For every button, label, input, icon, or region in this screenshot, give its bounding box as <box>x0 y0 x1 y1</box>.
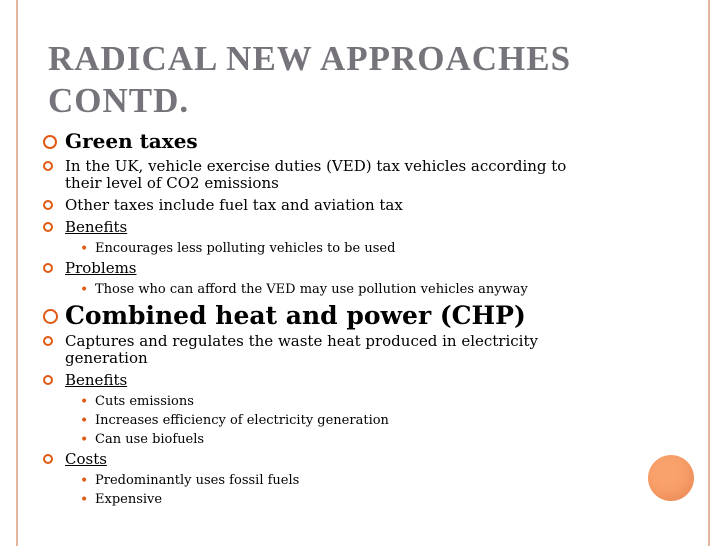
bullet-green-taxes <box>40 129 600 153</box>
benefits-label-1: Benefits <box>65 218 128 236</box>
slide-title: RADICAL NEW APPROACHES CONTD. <box>48 39 572 120</box>
ring-bullet-icon <box>43 161 53 171</box>
dot-bullet-icon: • <box>80 394 89 410</box>
sub-bullet-expensive <box>40 492 600 507</box>
benefit-1-text: Encourages less polluting vehicles to be used <box>95 241 396 256</box>
dot-bullet-icon: • <box>80 241 89 257</box>
sub-bullet-problem <box>40 282 600 297</box>
ring-bullet-icon <box>43 135 57 149</box>
decorative-circle <box>648 455 694 501</box>
dot-bullet-icon: • <box>80 432 89 448</box>
ring-bullet-icon <box>43 309 58 324</box>
ved-text: In the UK, vehicle exercise duties (VED) tax vehicles according to their level of CO2 emissions <box>65 157 567 192</box>
bullet-benefits-1 <box>40 219 600 236</box>
bullet-chp <box>40 301 600 331</box>
ring-bullet-icon <box>43 375 53 385</box>
benefit-2-0-text: Cuts emissions <box>95 394 194 409</box>
bullet-ved <box>40 158 600 192</box>
sub-bullet-cuts-emissions <box>40 394 600 409</box>
ring-bullet-icon <box>43 200 53 210</box>
bullet-problems <box>40 260 600 277</box>
bullet-benefits-2 <box>40 372 600 389</box>
sub-bullet-fossil <box>40 473 600 488</box>
ring-bullet-icon <box>43 454 53 464</box>
benefit-2-2-text: Can use biofuels <box>95 432 205 447</box>
chp-heading: Combined heat and power (CHP) <box>65 301 526 330</box>
dot-bullet-icon: • <box>80 413 89 429</box>
green-taxes-heading: Green taxes <box>65 129 198 153</box>
bullet-captures <box>40 333 600 367</box>
sub-bullet-benefit <box>40 241 600 256</box>
costs-label: Costs <box>65 450 107 468</box>
bullet-costs <box>40 451 600 468</box>
slide-content <box>40 129 600 511</box>
ring-bullet-icon <box>43 336 53 346</box>
captures-text: Captures and regulates the waste heat produced in electricity generation <box>65 332 538 367</box>
problem-1-text: Those who can afford the VED may use pollution vehicles anyway <box>95 282 528 297</box>
benefit-2-1-text: Increases efficiency of electricity generation <box>95 413 389 428</box>
cost-1-text: Expensive <box>95 492 163 507</box>
benefits-label-2: Benefits <box>65 371 128 389</box>
other-taxes-text: Other taxes include fuel tax and aviation tax <box>65 196 403 214</box>
sub-bullet-efficiency <box>40 413 600 428</box>
problems-label: Problems <box>65 259 137 277</box>
dot-bullet-icon: • <box>80 473 89 489</box>
dot-bullet-icon: • <box>80 492 89 508</box>
dot-bullet-icon: • <box>80 282 89 298</box>
bullet-other-taxes <box>40 197 600 214</box>
ring-bullet-icon <box>43 263 53 273</box>
ring-bullet-icon <box>43 222 53 232</box>
cost-0-text: Predominantly uses fossil fuels <box>95 473 300 488</box>
sub-bullet-biofuels <box>40 432 600 447</box>
